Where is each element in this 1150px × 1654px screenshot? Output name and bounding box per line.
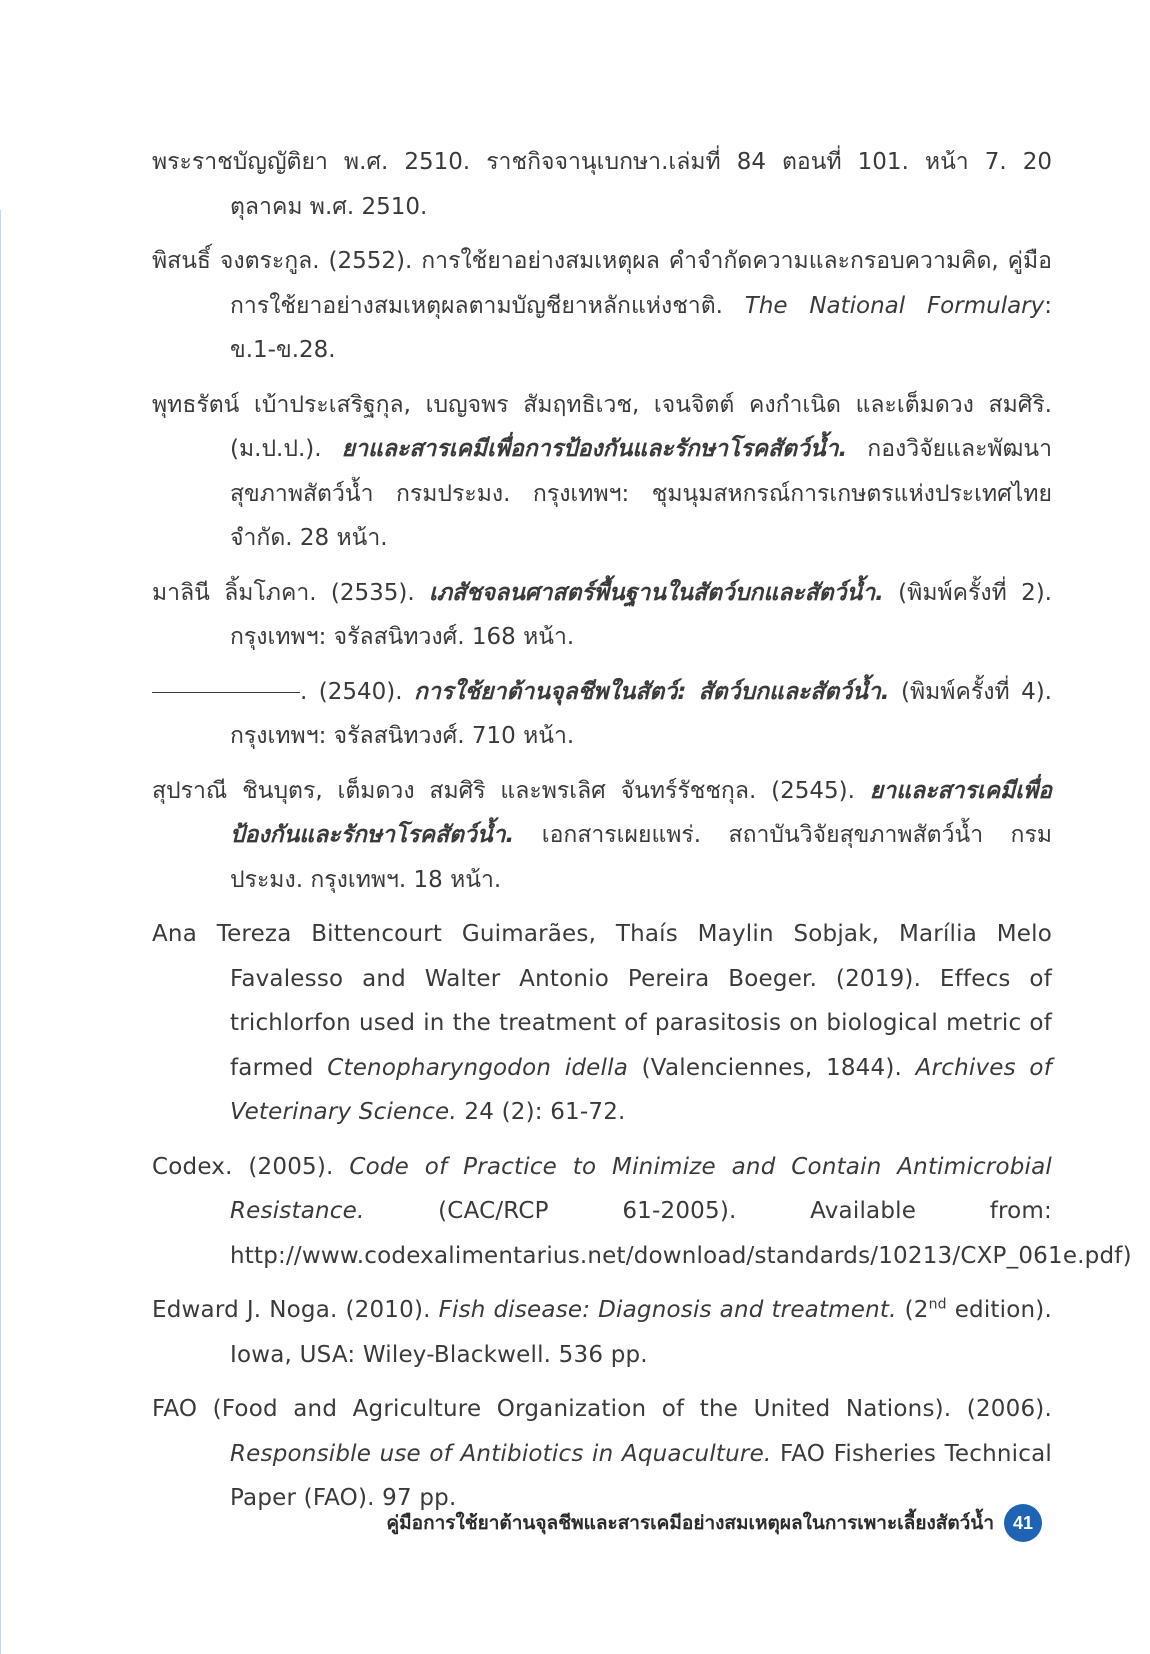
reference-entry [152, 383, 1052, 561]
ref-text: : ข.1-ข.28. [230, 292, 1052, 363]
reference-entry [152, 1288, 1052, 1377]
reference-entry [152, 1145, 1132, 1279]
ref-text: พุทธรัตน์ เบ้าประเสริฐกุล, เบญจพร สัมฤทธิเวช, เจนจิตต์ คงกำเนิด และเต็มดวง สมศิริ. (ม.ป.ป.). [152, 391, 1052, 462]
ref-text: สุปราณี ชินบุตร, เต็มดวง สมศิริ และพรเลิศ จันทร์รัชชกุล. (2545). [152, 777, 870, 804]
ref-title-italic: เภสัชจลนศาสตร์พื้นฐานในสัตว์บกและสัตว์น้ำ. [428, 579, 884, 606]
ref-text: มาลินี ลิ้มโภคา. (2535). [152, 579, 429, 606]
reference-entry [152, 1387, 1052, 1521]
ref-text: edition). Iowa, USA: Wiley-Blackwell. 536 pp. [230, 1297, 1052, 1368]
ref-title-italic: Responsible use of Antibiotics in Aquaculture. [230, 1440, 772, 1467]
ref-text: (Valenciennes, 1844). [628, 1054, 916, 1081]
ref-text: FAO (Food and Agriculture Organization of the United Nations). (2006). [152, 1396, 1052, 1422]
ref-text: (CAC/RCP 61-2005). Available from: http://www.codexalimentarius.net/download/standards/10213/CXP_061e.pdf) [230, 1198, 1132, 1269]
ref-superscript: nd [928, 1296, 947, 1313]
reference-entry [152, 571, 1052, 660]
repeated-author-dash [152, 691, 300, 693]
reference-entry [152, 239, 1052, 373]
ref-text: (2 [896, 1297, 929, 1323]
ref-text: กองวิจัยและพัฒนาสุขภาพสัตว์น้ำ กรมประมง. กรุงเทพฯ: ชุมนุมสหกรณ์การเกษตรแห่งประเทศไทย จำกัด. 28 หน้า. [230, 436, 1052, 551]
reference-entry [152, 912, 1052, 1135]
ref-text: (พิมพ์ครั้งที่ 2). กรุงเทพฯ: จรัลสนิทวงศ์. 168 หน้า. [230, 579, 1052, 650]
ref-text: 24 (2): 61-72. [456, 1099, 626, 1125]
ref-text: Codex. (2005). [152, 1153, 350, 1180]
ref-species-italic: Ctenopharyngodon idella [327, 1054, 628, 1081]
ref-title-italic: Code of Practice to Minimize and Contain Antimicrobial Resistance. [230, 1153, 1053, 1224]
reference-entry [152, 670, 1052, 759]
reference-entry [152, 140, 1052, 229]
ref-title-italic: การใช้ยาต้านจุลชีพในสัตว์: สัตว์บกและสัตว์น้ำ. [414, 678, 890, 705]
page-footer [386, 1504, 1042, 1542]
ref-text: FAO Fisheries Technical Paper (FAO). 97 pp. [230, 1440, 1052, 1511]
left-margin-rule [0, 210, 1, 1654]
ref-journal-italic: Archives of Veterinary Science. [230, 1054, 1052, 1125]
ref-title-italic: ยาและสารเคมีเพื่อการป้องกันและรักษาโรคสัตว์น้ำ. [341, 436, 848, 462]
ref-text: พระราชบัญญัติยา พ.ศ. 2510. ราชกิจจานุเบกษา.เล่มที่ 84 ตอนที่ 101. หน้า 7. 20 ตุลาคม พ.ศ. 2510. [152, 149, 1052, 220]
ref-title-italic: The National Formulary [744, 292, 1045, 319]
ref-title-italic: ยาและสารเคมีเพื่อป้องกันและรักษาโรคสัตว์น้ำ. [230, 777, 1052, 848]
ref-text: เอกสารเผยแพร่. สถาบันวิจัยสุขภาพสัตว์น้ำ กรมประมง. กรุงเทพฯ. 18 หน้า. [230, 822, 1052, 893]
reference-entry [152, 769, 1052, 903]
ref-text: Edward J. Noga. (2010). [152, 1297, 439, 1323]
ref-text: (พิมพ์ครั้งที่ 4). กรุงเทพฯ: จรัลสนิทวงศ์. 710 หน้า. [230, 678, 1052, 749]
ref-text: . (2540). [300, 678, 415, 705]
reference-list [152, 140, 1132, 1531]
ref-title-italic: Fish disease: Diagnosis and treatment. [438, 1297, 897, 1323]
footer-book-title: คู่มือการใช้ยาต้านจุลชีพและสารเคมีอย่างสมเหตุผลในการเพาะเลี้ยงสัตว์น้ำ [386, 1512, 994, 1534]
ref-text: พิสนธิ์ จงตระกูล. (2552). การใช้ยาอย่างสมเหตุผล คำจำกัดความและกรอบความคิด, คู่มือการใช้ยาอย่างสมเหตุผลตามบัญชียาหลักแห่งชาติ. [152, 248, 1052, 319]
ref-text: Ana Tereza Bittencourt Guimarães, Thaís Maylin Sobjak, Marília Melo Favalesso and Walter Antonio Pereira Boeger. (2019). Effecs of trichlorfon used in the treatment of parasitosis on biological metric of farmed [152, 921, 1052, 1081]
page-number-badge: 41 [1004, 1504, 1042, 1542]
